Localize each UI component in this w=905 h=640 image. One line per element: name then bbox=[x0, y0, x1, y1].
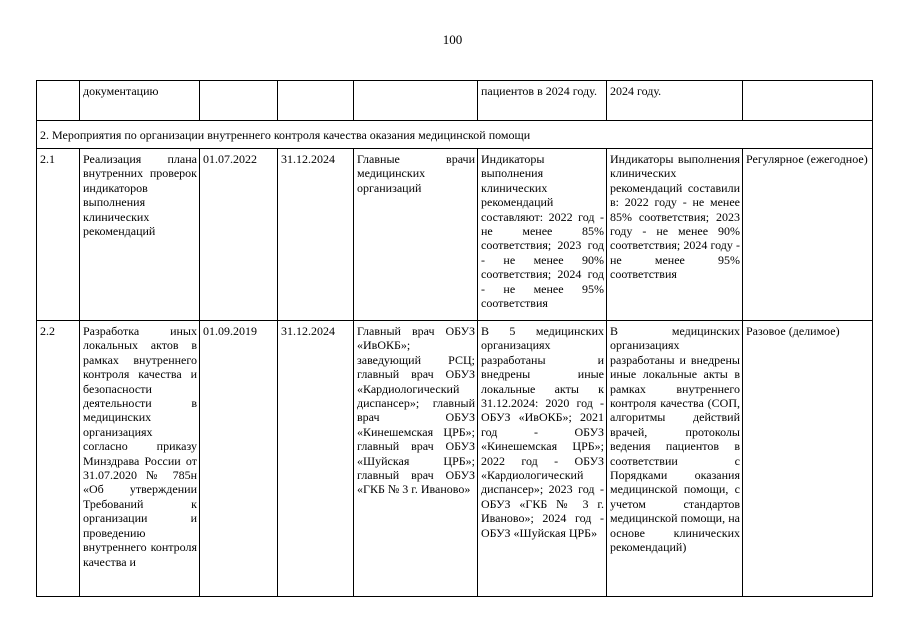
cell-end bbox=[278, 81, 354, 121]
section-header-row bbox=[37, 121, 873, 149]
section-title: 2. Мероприятия по организации внутреннего контроля качества оказания медицинской помощи bbox=[37, 121, 873, 149]
cell-indicator-plan: пациентов в 2024 году. bbox=[478, 81, 607, 121]
row-frequency: Регулярное (ежегодное) bbox=[743, 149, 873, 321]
row-start-date: 01.09.2019 bbox=[200, 321, 278, 597]
row-measure: Разработка иных локальных актов в рамках внутреннего контроля качества и безопасности деятельности в медицинских организациях согласно приказу Минздрава России от 31.07.2020 № 785н «Об утверждении Требований к организации и проведению внутреннего контроля качества и bbox=[80, 321, 200, 597]
row-responsible: Главные врачи медицинских организаций bbox=[354, 149, 478, 321]
row-start-date: 01.07.2022 bbox=[200, 149, 278, 321]
row-indicator-result: В медицинских организациях разработаны и внедрены иные локальные акты в рамках внутреннего контроля качества (СОП, алгоритмы действий врачей, протоколы ведения пациентов в соответствии с Порядками оказания медицинской помощи, с учетом стандартов медицинской помощи, на основе клинических рекомендаций) bbox=[607, 321, 743, 597]
row-number: 2.2 bbox=[37, 321, 80, 597]
row-frequency: Разовое (делимое) bbox=[743, 321, 873, 597]
row-indicator-result: Индикаторы выполнения клинических рекомендаций составили в: 2022 году - не менее 85% соответствия; 2023 году - не менее 90% соответствия; 2024 году - не менее 95% соответствия bbox=[607, 149, 743, 321]
continuation-row bbox=[37, 81, 873, 121]
page-number: 100 bbox=[442, 32, 463, 47]
table-row bbox=[37, 321, 873, 597]
measures-table bbox=[36, 80, 873, 597]
table-row bbox=[37, 149, 873, 321]
cell-measure: документацию bbox=[80, 81, 200, 121]
row-measure: Реализация плана внутренних проверок индикаторов выполнения клинических рекомендаций bbox=[80, 149, 200, 321]
row-end-date: 31.12.2024 bbox=[278, 149, 354, 321]
cell-start bbox=[200, 81, 278, 121]
cell-responsible bbox=[354, 81, 478, 121]
row-indicator-plan: Индикаторы выполнения клинических рекомендаций составляют: 2022 год - не менее 85% соответствия; 2023 год - не менее 90% соответствия; 2024 год - не менее 95% соответствия bbox=[478, 149, 607, 321]
cell-frequency bbox=[743, 81, 873, 121]
row-responsible: Главный врач ОБУЗ «ИвОКБ»; заведующий РСЦ; главный врач ОБУЗ «Кардиологический диспансер»; главный врач ОБУЗ «Кинешемская ЦРБ»; главный врач ОБУЗ «Шуйская ЦРБ»; главный врач ОБУЗ «ГКБ № 3 г. Иваново» bbox=[354, 321, 478, 597]
row-number: 2.1 bbox=[37, 149, 80, 321]
cell-number bbox=[37, 81, 80, 121]
row-indicator-plan: В 5 медицинских организациях разработаны и внедрены иные локальные акты к 31.12.2024: 2020 год - ОБУЗ «ИвОКБ»; 2021 год - ОБУЗ «Кинешемская ЦРБ»; 2022 год - ОБУЗ «Кардиологический диспансер»; 2023 год - ОБУЗ «ГКБ № 3 г. Иваново»; 2024 год - ОБУЗ «Шуйская ЦРБ» bbox=[478, 321, 607, 597]
row-end-date: 31.12.2024 bbox=[278, 321, 354, 597]
cell-indicator-result: 2024 году. bbox=[607, 81, 743, 121]
